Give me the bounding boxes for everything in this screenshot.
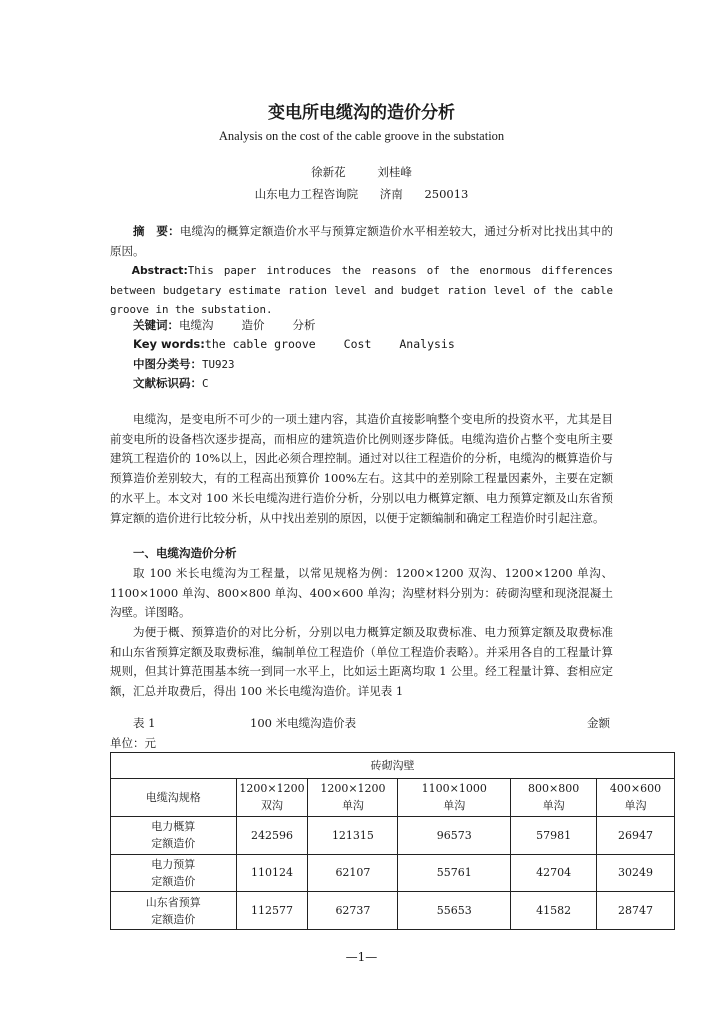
table-cell: 55653	[398, 892, 511, 930]
row-name-line2: 定额造价	[151, 874, 196, 888]
row-name	[111, 854, 237, 892]
section-paragraph-2: 为便于概、预算造价的对比分析，分别以电力概算定额及取费标准、电力预算定额及取费标准和山东省预算定额及取费标准，编制单位工程造价（单位工程造价表略）。并采用各自的工程量计算规则，但其计算范围基本统一到同一水平上，比如运土距离均取 1 公里。经工程量计算、套相应定额，汇总并取费后，得出 100 米长电缆沟造价。详见表 1	[110, 625, 613, 699]
table-cell: 110124	[236, 854, 308, 892]
classification	[133, 356, 235, 372]
abstract-en-text: This paper introduces the reasons of the enormous differences between budgetary estimate ration level and budget ration level of the cable groove in the substation.	[110, 264, 613, 317]
abstract-en-label: Abstract:	[131, 264, 188, 277]
paper-title: 变电所电缆沟的造价分析	[268, 103, 455, 123]
col-type: 单沟	[341, 799, 364, 813]
table-cell: 57981	[511, 816, 597, 854]
cost-table	[110, 752, 675, 930]
keywords-cn-label: 关键词：	[133, 318, 179, 332]
table-col-header	[308, 779, 398, 817]
authors	[0, 164, 723, 180]
keyword-en-2: Cost	[343, 337, 372, 351]
table-cell: 242596	[236, 816, 308, 854]
classification-value: TU923	[202, 358, 235, 371]
affiliation-org: 山东电力工程咨询院	[254, 187, 359, 201]
col-type: 双沟	[260, 799, 283, 813]
section-heading: 一、电缆沟造价分析	[133, 546, 237, 560]
author-1: 徐新花	[311, 165, 346, 179]
abstract-cn	[110, 222, 613, 261]
table-cell: 42704	[511, 854, 597, 892]
table-label: 表 1	[133, 716, 156, 730]
table-cell: 96573	[398, 816, 511, 854]
row-name-line1: 电力预算	[151, 857, 196, 871]
page-number: —1—	[345, 950, 378, 964]
keyword-cn-1: 电缆沟	[179, 318, 214, 332]
col-type: 单沟	[542, 799, 565, 813]
table-col-header	[236, 779, 308, 817]
keywords-en-label: Key words:	[133, 337, 205, 351]
table-cell: 62107	[308, 854, 398, 892]
table-unit-a: 金额	[587, 716, 610, 730]
table-group-row	[111, 753, 675, 779]
table-cell: 55761	[398, 854, 511, 892]
row-name-line1: 电力概算	[151, 820, 196, 834]
author-2: 刘桂峰	[377, 165, 412, 179]
row-name-line2: 定额造价	[151, 912, 196, 926]
table-cell: 112577	[236, 892, 308, 930]
table-caption: 100 米电缆沟造价表	[250, 716, 357, 730]
table-col-header	[511, 779, 597, 817]
doc-code-label: 文献标识码：	[133, 376, 202, 390]
table-row	[111, 816, 675, 854]
keyword-cn-3: 分析	[292, 318, 316, 332]
affiliation-postcode: 250013	[424, 187, 469, 201]
doc-code-value: C	[202, 377, 209, 390]
col-type: 单沟	[443, 799, 466, 813]
table-cell: 41582	[511, 892, 597, 930]
keywords-en	[133, 337, 483, 351]
keyword-cn-2: 造价	[241, 318, 265, 332]
row-name-line2: 定额造价	[151, 837, 196, 851]
abstract-en	[110, 261, 613, 320]
col-size: 800×800	[528, 782, 580, 796]
doc-code	[133, 375, 209, 391]
table-group-header: 砖砌沟壁	[111, 753, 675, 779]
table-col-header	[398, 779, 511, 817]
table-cell: 26947	[597, 816, 675, 854]
col-size: 1200×1200	[320, 782, 386, 796]
keyword-en-3: Analysis	[399, 337, 455, 351]
table-cell: 121315	[308, 816, 398, 854]
table-row-header: 电缆沟规格	[111, 779, 237, 817]
classification-label: 中图分类号：	[133, 357, 202, 371]
table-cell: 28747	[597, 892, 675, 930]
intro-paragraph: 电缆沟，是变电所不可少的一项土建内容，其造价直接影响整个变电所的投资水平，尤其是目前变电所的设备档次逐步提高，而相应的建筑造价比例则逐步降低。电缆沟造价占整个变电所主要建筑工程造价的 10%以上，因此必须合理控制。通过对以往工程造价的分析，电缆沟的概算造价与预算造价差别较大，有的工程高出预算价 100%左右。这其中的差别除工程量因素外，主要在定额的水平上。本文对 100 米长电缆沟进行造价分析，分别以电力概算定额、电力预算定额及山东省预算定额的造价进行比较分析，从中找出差别的原因，以便于定额编制和确定工程造价时引起注意。	[110, 412, 613, 525]
abstract-cn-label: 摘 要：	[133, 224, 180, 238]
table-unit-b: 单位：元	[110, 736, 156, 750]
keyword-en-1: the cable groove	[204, 337, 316, 351]
affiliation	[0, 186, 723, 202]
row-name	[111, 892, 237, 930]
keywords-cn	[133, 317, 344, 333]
table-row	[111, 854, 675, 892]
abstract-cn-text: 电缆沟的概算定额造价水平与预算定额造价水平相差较大，通过分析对比找出其中的原因。	[110, 224, 614, 258]
row-name-line1: 山东省预算	[145, 895, 201, 909]
affiliation-city: 济南	[379, 187, 403, 201]
col-size: 400×600	[609, 782, 662, 796]
table-header-row	[111, 779, 675, 817]
col-type: 单沟	[624, 799, 647, 813]
paper-subtitle: Analysis on the cost of the cable groove in the substation	[218, 129, 505, 143]
col-size: 1200×1200	[239, 782, 305, 796]
table-cell: 30249	[597, 854, 675, 892]
table-row	[111, 892, 675, 930]
row-name	[111, 816, 237, 854]
col-size: 1100×1000	[421, 782, 487, 796]
table-col-header	[597, 779, 675, 817]
section-paragraph-1: 取 100 米长电缆沟为工程量，以常见规格为例：1200×1200 双沟、1200×1200 单沟、1100×1000 单沟、800×800 单沟、400×600 单沟；沟壁材料分别为：砖砌沟壁和现浇混凝土沟壁。详图略。	[110, 566, 613, 620]
table-cell: 62737	[308, 892, 398, 930]
